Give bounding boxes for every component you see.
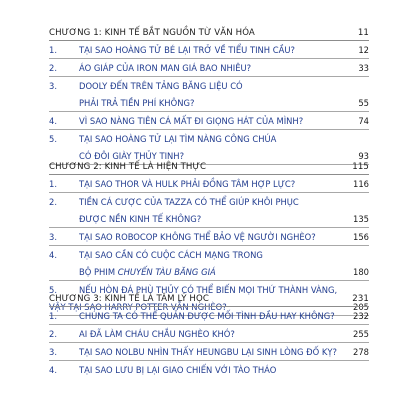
toc-entry[interactable] <box>49 175 369 193</box>
entry-number: 5. <box>49 284 57 295</box>
chapter-title: CHƯƠNG 3: KINH TẾ LÀ TÂM LÝ HỌC <box>49 294 209 304</box>
toc-entry[interactable] <box>49 193 369 228</box>
chapter-page: 115 <box>352 162 369 172</box>
entry-title-continued: BỘ PHIM CHUYẾN TÀU BĂNG GIÁ <box>79 266 216 277</box>
entry-page: 156 <box>353 231 369 242</box>
entry-number: 4. <box>49 364 57 375</box>
entry-number: 4. <box>49 115 57 126</box>
chapter-heading <box>49 292 369 307</box>
chapter-title: CHƯƠNG 1: KINH TẾ BẮT NGUỒN TỪ VĂN HÓA <box>49 28 255 38</box>
entry-title-continued: VẬY TẠI SAO HARRY POTTER VẪN NGHÈO? <box>49 301 227 312</box>
entry-number: 2. <box>49 328 57 339</box>
entry-number: 2. <box>49 196 57 207</box>
entry-number: 3. <box>49 346 57 357</box>
toc-entry[interactable] <box>49 343 369 361</box>
toc-entry[interactable] <box>49 246 369 281</box>
toc-entry[interactable] <box>49 307 369 325</box>
entry-title: TẠI SAO NOLBU NHÌN THẤY HEUNGBU LẠI SINH LÒNG ĐỐ KỴ? <box>79 346 337 357</box>
toc-entry[interactable] <box>49 41 369 59</box>
chapter-title: CHƯƠNG 2: KINH TẾ LÀ HIỆN THỰC <box>49 162 207 172</box>
entry-number: 3. <box>49 231 57 242</box>
entry-number: 5. <box>49 133 57 144</box>
entry-title: TẠI SAO HOÀNG TỬ BÉ LẠI TRỞ VỀ TIỂU TINH CẦU? <box>79 44 295 55</box>
entry-title: AI ĐÃ LÀM CHÁU CHẮU NGHÈO KHÓ? <box>79 328 235 339</box>
entry-number: 4. <box>49 249 57 260</box>
entry-title: DOOLY ĐẾN TRÊN TẢNG BĂNG LIỆU CÓ <box>79 80 243 91</box>
entry-title: TẠI SAO ROBOCOP KHÔNG THỂ BẢO VỆ NGƯỜI NGHÈO? <box>79 231 316 242</box>
entry-page: 255 <box>353 328 369 339</box>
entry-title: ÁO GIÁP CỦA IRON MAN GIÁ BAO NHIÊU? <box>79 62 252 73</box>
entry-page: 116 <box>353 178 369 189</box>
chapter-3 <box>49 292 369 378</box>
entry-title-continued: PHẢI TRẢ TIỀN PHÍ KHÔNG? <box>79 97 195 108</box>
entry-title: NẾU HÒN ĐÁ PHÙ THỦY CÓ THỂ BIẾN MỌI THỨ THÀNH VÀNG, <box>79 284 338 295</box>
entry-title: TẠI SAO LƯU BỊ LẠI GIAO CHIẾN VỚI TÀO THÁO <box>79 364 277 375</box>
entry-title-continued: CÓ ĐÔI GIÀY THỦY TINH? <box>79 150 185 161</box>
entry-page: 135 <box>353 213 369 224</box>
entry-number: 1. <box>49 178 57 189</box>
chapter-page: 11 <box>357 28 369 38</box>
toc-entry[interactable] <box>49 325 369 343</box>
toc-entry[interactable] <box>49 59 369 77</box>
chapter-heading <box>49 160 369 175</box>
toc-entry[interactable] <box>49 228 369 246</box>
entry-title: TIỀN CÁ CƯỢC CỦA TAZZA CÓ THỂ GIÚP KHÔI PHỤC <box>79 196 299 207</box>
entry-page: 205 <box>353 301 369 312</box>
film-title: CHUYẾN TÀU BĂNG GIÁ <box>117 266 216 277</box>
toc-entry[interactable] <box>49 361 369 378</box>
entry-title: TẠI SAO THOR VÀ HULK PHẢI ĐỒNG TÂM HỢP LỰC? <box>79 178 296 189</box>
entry-title: TẠI SAO HOÀNG TỬ LẠI TÌM NÀNG CÔNG CHÚA <box>79 133 277 144</box>
entry-number: 1. <box>49 44 57 55</box>
entry-title: VÌ SAO NÀNG TIÊN CÁ MẤT ĐI GIỌNG HÁT CỦA MÌNH? <box>79 115 304 126</box>
entry-page: 33 <box>358 62 369 73</box>
entry-title: TẠI SAO CẦN CÓ CUỘC CÁCH MẠNG TRONG <box>79 249 263 260</box>
toc-entry[interactable] <box>49 112 369 130</box>
entry-page: 180 <box>353 266 369 277</box>
chapter-1 <box>49 26 369 165</box>
chapter-page: 231 <box>352 294 369 304</box>
entry-title-continued: ĐƯỢC NỀN KINH TẾ KHÔNG? <box>79 213 202 224</box>
entry-number: 2. <box>49 62 57 73</box>
entry-title: CHÚNG TA CÓ THỂ QUẢN ĐƯỢC MỐI TÌNH ĐẦU HAY KHÔNG? <box>79 310 335 321</box>
entry-number: 3. <box>49 80 57 91</box>
entry-page: 12 <box>358 44 369 55</box>
entry-page: 55 <box>358 97 369 108</box>
entry-page: 232 <box>353 310 369 321</box>
entry-page: 278 <box>353 346 369 357</box>
entry-page: 74 <box>358 115 369 126</box>
entry-page: 93 <box>358 150 369 161</box>
chapter-heading <box>49 26 369 41</box>
entry-number: 1. <box>49 310 57 321</box>
toc-entry[interactable] <box>49 77 369 112</box>
